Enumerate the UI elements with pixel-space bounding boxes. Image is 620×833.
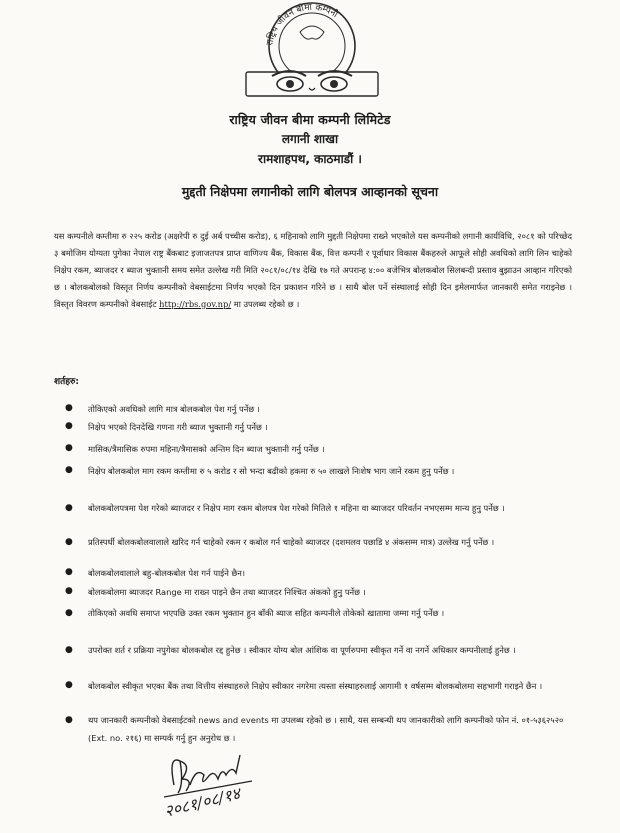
intro-text: यस कम्पनीले कम्तीमा रु २२५ करोड (अक्षरेपी रु दुई अर्ब पच्चीस करोड), ६ महिनाको लागि मुद्दती निक्षेपमा राख्ने भएकोले यस कम्पनीको लगानी कार्यविधि, २०८१ को परिच्छेद ३ बमोजिम योग्यता पुगेका नेपाल राष्ट्र बैंकबाट इजाजतपत्र प्राप्त वाणिज्य बैंक, विकास बैंक, वित्त कम्पनी र पूर्वाधार विकास बैंकहरुले आफूले सोही अवधिको लागि लिन चाहेको निक्षेप रकम, ब्याजदर र ब्याज भुक्तानी समय समेत उल्लेख गरी मिति २०८१/०८/१४ देखि १७ गते अपरान्ह ४:०० बजेभित्र बोलकबोल सिलबन्दी प्रस्ताव बुझाउन आव्हान गरिएको छ । बोलकबोलको विस्तृत निर्णय कम्पनीको वेबसाईटमा निर्णय भएको दिन प्रकाशन गरिने छ । साथै बोल पर्ने संस्थालाई सोही दिन इमेलमार्फत जानकारी समेत गराइनेछ । विस्तृत विवरण कम्पनीको वेबसाईट [54,231,572,309]
bullet-icon: ● [65,715,73,725]
bullet-icon: ● [65,567,73,577]
bullet-icon: ● [65,421,73,431]
term-item: बोलकबोलमा ब्याजदर Range मा राख्न पाइने छैन तथा ब्याजदर निश्चित अंकको हुनु पर्नेछ । [88,587,366,597]
term-item: तोकिएको अवधि समाप्त भएपछि उक्त रकम भुक्तान हुन बाँकी ब्याज सहित कम्पनीले तोकेको खातामा जम्मा गर्नु पर्नेछ । [88,608,445,618]
term-item: बोलकबोलपत्रमा पेश गरेको ब्याजदर र निक्षेप माग रकम बोलपत्र पेश गरेको मितिले १ महिना वा ब्याजदर परिवर्तन नभएसम्म मान्य हुनु पर्नेछ । [88,503,505,513]
logo-eyes-band [246,72,378,96]
term-item: तोकिएको अवधिको लागि मात्र बोलकबोल पेश गर्नु पर्नेछ । [88,404,260,414]
org-address: रामशाहपथ, काठमाडौं । [258,152,362,166]
seal-emblem-icon [300,26,324,39]
company-logo [242,2,382,104]
bullet-icon: ● [65,608,73,618]
term-item: निक्षेप बोलकबोल माग रकम कम्तीमा रु ५ करोड र सो भन्दा बढीको हकमा रु ५० लाखले निःशेष भाग जाने रकम हुनु पर्नेछ । [88,466,455,476]
branch-name: लगानी शाखा [281,132,339,146]
org-name: राष्ट्रिय जीवन बीमा कम्पनी लिमिटेड [229,112,391,127]
term-item: उपरोक्त शर्त र प्रक्रिया नपुगेका बोलकबोल रद्द हुनेछ । स्वीकार योग्य बोल आंशिक वा पूर्णरुपमा स्वीकृत गर्ने वा नगर्ने अधिकार कम्पनीलाई हुनेछ । [88,645,516,655]
signature [160,745,290,827]
bullet-icon: ● [65,465,73,475]
bullet-icon: ● [65,403,73,413]
term-item: निक्षेप भएको दिनदेखि गणना गरी ब्याज भुक्तानी गर्नु पर्नेछ । [88,422,268,432]
bullet-icon: ● [65,586,73,596]
bullet-icon: ● [65,503,73,513]
intro-paragraph [54,228,572,313]
term-item: प्रतिस्पर्धी बोलकबोलवालाले खरिद गर्न चाहेको रकम र कबोल गर्न चाहेको ब्याजदर (दशमलव पछाडि ४ अंकसम्म मात्र) उल्लेख गर्नु पर्नेछ । [88,537,495,547]
notice-title: मुद्दती निक्षेपमा लगानीको लागि बोलपत्र आव्हानको सूचना [181,184,439,199]
seal-text: राष्ट्रिय जीवन बीमा कम्पनी [265,2,340,47]
intro-text-end: मा उपलब्ध रहेको छ । [233,298,300,309]
term-item: बोलकबोल स्वीकृत भएका बैंक तथा वित्तीय संस्थाहरुले निक्षेप स्वीकार नगरेमा त्यस्ता संस्थाहरुलाई आगामी १ वर्षसम्म बोलकबोलमा सहभागी गराइने छैन । [88,681,543,691]
bullet-icon: ● [65,680,73,690]
bullet-icon: ● [65,443,73,453]
terms-heading: शर्तहरु: [54,377,80,387]
term-item: बोलकबोलवालाले बहु-बोलकबोल पेश गर्न पाईने छैन। [88,568,246,578]
bullet-icon: ● [65,645,73,655]
signature-date: २०८१/०८/१४ [162,783,243,821]
website-link[interactable]: http://rbs.gov.np/ [159,298,232,309]
term-item: थप जानकारी कम्पनीको वेबसाईटको news and events मा उपलब्ध रहेको छ । साथै, यस सम्बन्धी थप जानकारीको लागि कम्पनीको फोन नं. ०१-५३६२५२० (Ext. no. २१६) मा सम्पर्क गर्नु हुन अनुरोध छ । [88,715,564,743]
bullet-icon: ● [65,537,73,547]
term-item: मासिक/त्रैमासिक रुपमा महिना/त्रैमासको अन्तिम दिन ब्याज भुक्तानी गर्नु पर्नेछ । [88,444,325,454]
seal-inner-ring [279,13,345,79]
